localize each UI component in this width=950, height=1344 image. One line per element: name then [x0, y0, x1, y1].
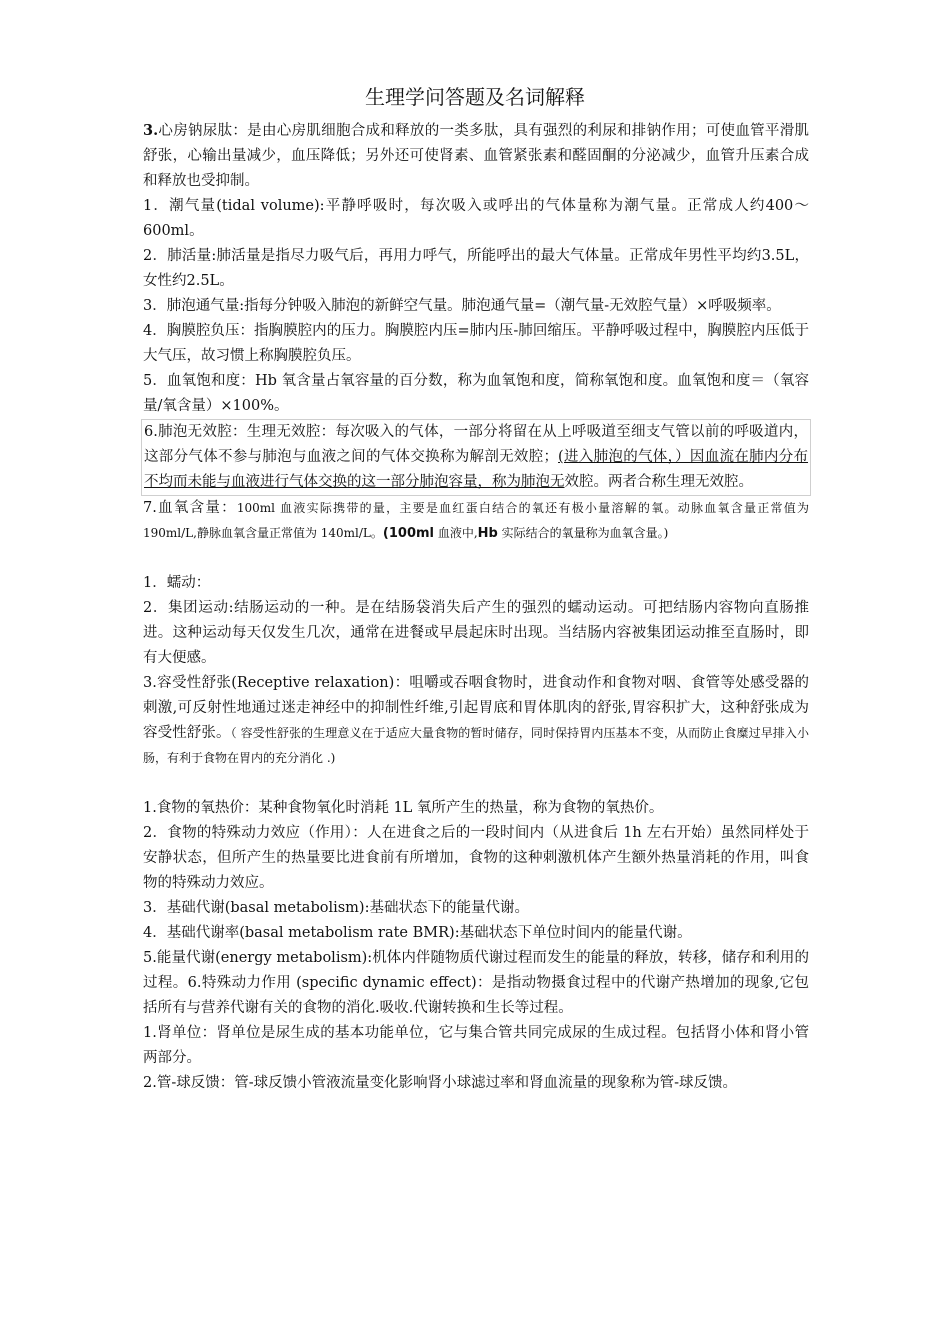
paragraph-text: 3.容受性舒张(Receptive relaxation)：咀嚼或吞咽食物时，进食动作和食物对咽、食管等处感受器的刺激,可反射性地通过迷走神经中的抑制性纤维,引起胃底和胃体肌肉的舒张,胃容积扩大，这种舒张成为容受性舒张。: [143, 675, 809, 741]
paragraph-text: 心房钠尿肽：是由心房肌细胞合成和释放的一类多肽，具有强烈的利尿和排钠作用；可使血管平滑肌舒张，心输出量减少，血压降低；另外还可使肾素、血管紧张素和醛固酮的分泌减少，血管升压素合成和释放也受抑制。: [143, 123, 809, 189]
spacer: [143, 546, 809, 571]
paragraph-basal-metabolism: 3．基础代谢(basal metabolism):基础状态下的能量代谢。: [143, 900, 529, 916]
paragraph-oxygen-content: [143, 496, 809, 546]
bold-text: (100ml: [382, 526, 434, 541]
paragraph-oxygen-saturation: 5．血氧饱和度：Hb 氧含量占氧容量的百分数，称为血氧饱和度，简称氧饱和度。血氧饱和度＝（氧容量/氧含量）×100%。: [143, 373, 809, 414]
boxed-paragraph-dead-space: [141, 419, 811, 496]
paragraph-mass-movement: 2．集团运动:结肠运动的一种。是在结肠袋消失后产生的强烈的蠕动运动。可把结肠内容物向直肠推进。这种运动每天仅发生几次，通常在进餐或早晨起床时出现。当结肠内容被集团运动推至直肠时，即有大便感。: [143, 600, 809, 666]
paragraph-text: 100ml 血液实际携带的量，主要是血红蛋白结合的氧还有极小量溶解的氧。动脉血氧含量正常值为 190ml/L,静脉血氧含量正常值为 140ml/L。: [143, 501, 809, 540]
paragraph-tubuloglomerular-feedback: 2.管-球反馈：管-球反馈小管液流量变化影响肾小球滤过率和肾血流量的现象称为管-球反馈。: [143, 1075, 738, 1091]
paragraph-receptive-relaxation: [143, 671, 809, 771]
paragraph-dead-space: [144, 420, 808, 495]
paragraph-vital-capacity: 2．肺活量:肺活量是指尽力吸气后，再用力呼气，所能呼出的最大气体量。正常成年男性平均约3.5L，女性约2.5L。: [143, 248, 809, 289]
document-body: [143, 118, 809, 1096]
paragraph-specific-dynamic-effect: 2．食物的特殊动力效应（作用）：人在进食之后的一段时间内（从进食后 1h 左右开始）虽然同样处于安静状态，但所产生的热量要比进食前有所增加，食物的这种刺激机体产生额外热量消耗的作用，叫食物的特殊动力效应。: [143, 825, 809, 891]
paragraph-nephron: 1.肾单位：肾单位是尿生成的基本功能单位，它与集合管共同完成尿的生成过程。包括肾小体和肾小管两部分。: [143, 1025, 809, 1066]
bold-text: Hb: [477, 526, 498, 541]
paragraph-tidal-volume: 1．潮气量(tidal volume):平静呼吸时，每次吸入或呼出的气体量称为潮气量。正常成人约400～600ml。: [143, 198, 809, 239]
paragraph-text: 实际结合的氧量称为血氧含量。): [497, 526, 669, 540]
underlined-text: (进入肺泡的气体，）因血流在肺内分布不均而未能与血液进行气体交换的这一部分肺泡容量，称为肺泡无: [144, 449, 809, 490]
paragraph-text: 效腔。两者合称生理无效腔。: [564, 474, 753, 490]
term-label: 7.血氧含量：: [143, 500, 237, 516]
item-number: 3.: [143, 122, 159, 139]
paragraph-alveolar-ventilation: 3．肺泡通气量:指每分钟吸入肺泡的新鲜空气量。肺泡通气量=（潮气量-无效腔气量）×呼吸频率。: [143, 298, 781, 314]
page-title: 生理学问答题及名词解释: [365, 85, 585, 109]
paragraph-text: 6.肺泡无效腔：生理无效腔：每次吸入的气体，一部分将留在从上呼吸道至细支气管以前的呼吸道内，这部分气体不参与肺泡与血液之间的气体交换称为解剖无效腔；: [144, 424, 808, 465]
paragraph-energy-metabolism: 5.能量代谢(energy metabolism):机体内伴随物质代谢过程而发生的能量的释放，转移，储存和利用的过程。6.特殊动力作用 (specific dynamic effect)：是指动物摄食过程中的代谢产热增加的现象,它包括所有与营养代谢有关的食物的消化.吸收.代谢转换和生长等过程。: [143, 950, 809, 1016]
spacer: [143, 771, 809, 796]
paragraph-peristalsis: 1．蠕动：: [143, 575, 211, 591]
paragraph-pleural-pressure: 4．胸膜腔负压：指胸膜腔内的压力。胸膜腔内压=肺内压-肺回缩压。平静呼吸过程中，胸膜腔内压低于大气压，故习惯上称胸膜腔负压。: [143, 323, 809, 364]
note-text: （ 容受性舒张的生理意义在于适应大量食物的暂时储存，同时保持胃内压基本不变，从而防止食糜过早排入小肠，有利于食物在胃内的充分消化 .): [143, 726, 809, 765]
paragraph-anp: [143, 118, 809, 194]
paragraph-oxycaloric-value: 1.食物的氧热价：某种食物氧化时消耗 1L 氧所产生的热量，称为食物的氧热价。: [143, 800, 664, 816]
paragraph-text: 血液中,: [434, 526, 478, 540]
paragraph-bmr: 4．基础代谢率(basal metabolism rate BMR):基础状态下单位时间内的能量代谢。: [143, 925, 692, 941]
